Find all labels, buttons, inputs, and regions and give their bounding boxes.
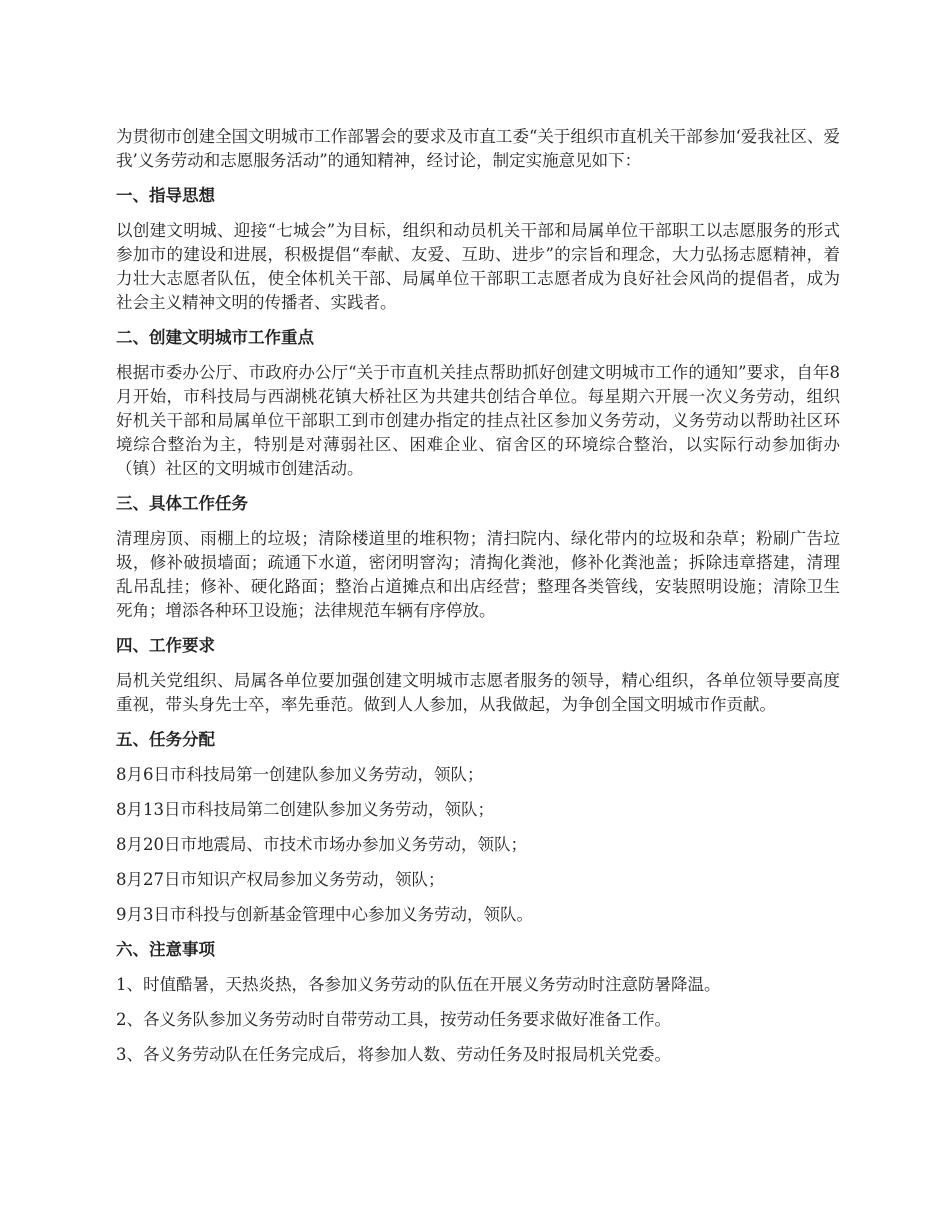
section-heading-guiding-thought: 一、指导思想 [116, 186, 215, 205]
assignment-item: 8月20日市地震局、市技术市场办参加义务劳动，领队； [116, 835, 527, 854]
section-paragraph: 根据市委办公厅、市政府办公厅“关于市直机关挂点帮助抓好创建文明城市工作的通知”要求，自年8月开始，市科技局与西湖桃花镇大桥社区为共建共创结合单位。每星期六开展一次义务劳动，组织好机关干部和局属单位干部职工到市创建办指定的挂点社区参加义务劳动，义务劳动以帮助社区环境综合整治为主，特别是对薄弱社区、困难企业、宿舍区的环境综合整治，以实际行动参加街办（镇）社区的文明城市创建活动。 [116, 363, 840, 478]
assignment-item: 8月27日市知识产权局参加义务劳动，领队； [116, 870, 445, 889]
section-heading-work-focus: 二、创建文明城市工作重点 [116, 328, 314, 347]
section-paragraph: 局机关党组织、局属各单位要加强创建文明城市志愿者服务的领导，精心组织，各单位领导要高度重视，带头身先士卒，率先垂范。做到人人参加，从我做起，为争创全国文明城市作贡献。 [116, 671, 840, 714]
section-heading-requirements: 四、工作要求 [116, 636, 215, 655]
section-paragraph: 清理房顶、雨棚上的垃圾；清除楼道里的堆积物；清扫院内、绿化带内的垃圾和杂草；粉刷广告垃圾，修补破损墙面；疏通下水道，密闭明窨沟；清掏化粪池，修补化粪池盖；拆除违章搭建，清理乱吊乱挂；修补、硬化路面；整治占道摊点和出店经营；整理各类管线，安装照明设施；清除卫生死角；增添各种环卫设施；法律规范车辆有序停放。 [116, 529, 840, 620]
note-item: 3、各义务劳动队在任务完成后，将参加人数、劳动任务及时报局机关党委。 [116, 1045, 671, 1064]
note-item: 1、时值酷暑，天热炎热，各参加义务劳动的队伍在开展义务劳动时注意防暑降温。 [116, 975, 721, 994]
section-heading-specific-tasks: 三、具体工作任务 [116, 494, 248, 513]
assignment-item: 8月6日市科技局第一创建队参加义务劳动，领队； [116, 765, 484, 784]
note-item: 2、各义务队参加义务劳动时自带劳动工具，按劳动任务要求做好准备工作。 [116, 1010, 671, 1029]
intro-paragraph: 为贯彻市创建全国文明城市工作部署会的要求及市直工委“关于组织市直机关干部参加‘爱我社区、爱我’义务劳动和志愿服务活动”的通知精神，经讨论，制定实施意见如下： [116, 127, 840, 170]
document-page [116, 125, 840, 1067]
assignment-item: 8月13日市科技局第二创建队参加义务劳动，领队； [116, 800, 494, 819]
section-heading-notes: 六、注意事项 [116, 940, 215, 959]
section-paragraph: 以创建文明城、迎接“七城会”为目标，组织和动员机关干部和局属单位干部职工以志愿服务的形式参加市的建设和进展，积极提倡“奉献、友爱、互助、进步”的宗旨和理念，大力弘扬志愿精神，着力壮大志愿者队伍，使全体机关干部、局属单位干部职工志愿者成为良好社会风尚的提倡者，成为社会主义精神文明的传播者、实践者。 [116, 221, 840, 312]
section-heading-task-assignment: 五、任务分配 [116, 730, 215, 749]
assignment-item: 9月3日市科投与创新基金管理中心参加义务劳动，领队。 [116, 905, 533, 924]
